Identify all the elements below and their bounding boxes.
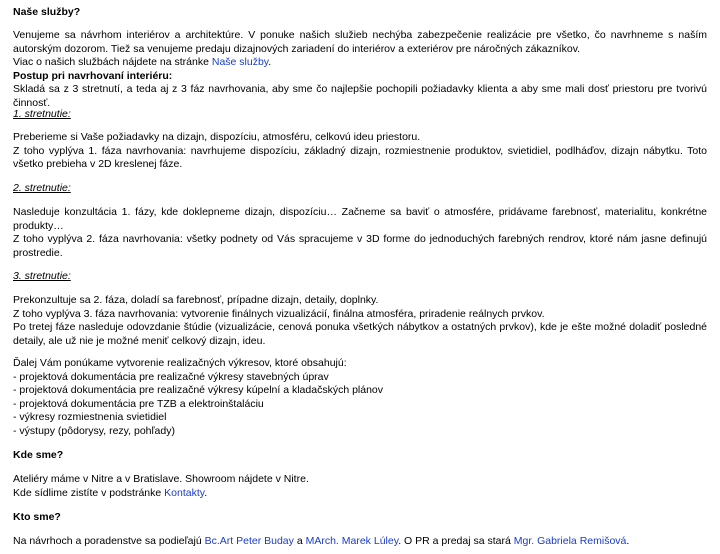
who-prefix: Na návrhoch a poradenstve sa podieľajú <box>13 535 205 547</box>
who-mid1: a <box>293 535 306 547</box>
services-intro-suffix: . <box>268 56 272 68</box>
meeting-1-text <box>13 131 707 172</box>
meeting-1-line1: Preberieme si Vaše požiadavky na dizajn, dispozíciu, atmosféru, celkovú ideu priestoru. <box>13 131 421 143</box>
contacts-link[interactable]: Kontakty <box>164 486 205 499</box>
meeting-2-line1: Nasleduje konzultácia 1. fázy, kde doklepneme dizajn, dispozíciu… Začneme sa baviť o atmosfére, pridávame farebnosť, materialitu, konkrétne produkty… <box>13 206 707 232</box>
who-suffix: . <box>626 535 630 547</box>
services-intro-text: Venujeme sa návrhom interiérov a architektúre. V ponuke našich služieb nechýba zabezpečenie realizácie pre všetko, čo navrhneme s naším autorským dozorom. Tiež sa venujeme predaju dizajnových zariadení do interiérov a exteriérov pre náročných zákazníkov. <box>13 29 707 55</box>
meeting-3-line3: Po tretej fáze nasleduje odovzdanie štúdie (vizualizácie, cenová ponuka všetkých nábytkov a ostatných prvkov), kde je ešte možné doladiť posledné detaily, ale už nie je možné meniť celkový dizajn, ideu. <box>13 321 707 347</box>
process-intro: Skladá sa z 3 stretnutí, a teda aj z 3 fáz navrhovania, aby sme čo najlepšie pochopili požiadavky klienta a aby sme mali dosť priestoru pre tvorivú činnosť. <box>13 83 707 109</box>
meeting-3-text <box>13 294 707 348</box>
services-link[interactable]: Naše služby <box>211 56 269 68</box>
person-link-luley[interactable]: MArch. Marek Lúley <box>305 535 399 547</box>
documentation-item: - projektová dokumentácia pre realizačné výkresy kúpelní a kladačských plánov <box>13 384 384 396</box>
process-heading: Postup pri navrhovaní interiéru: <box>13 69 173 82</box>
where-line2-suffix: . <box>204 486 208 499</box>
who-heading: Kto sme? <box>13 511 61 523</box>
documentation-item: - projektová dokumentácia pre realizačné výkresy stavebných úprav <box>13 370 329 383</box>
documentation-item: - projektová dokumentácia pre TZB a elektroinštaláciu <box>13 397 264 410</box>
meeting-3-line2: Z toho vyplýva 3. fáza navrhovania: vytvorenie finálnych vizualizácií, finálna atmosféra, priradenie reálnych prvkov. <box>13 307 545 320</box>
services-intro <box>13 29 707 110</box>
who-text <box>13 535 707 549</box>
who-mid2: . O PR a predaj sa stará <box>398 535 514 547</box>
person-link-remisova[interactable]: Mgr. Gabriela Remišová <box>513 535 627 547</box>
person-link-buday[interactable]: Bc.Art Peter Buday <box>204 535 294 547</box>
where-line2-prefix: Kde sídlime zistíte v podstránke <box>13 486 165 499</box>
meeting-3-title: 3. stretnutie: <box>13 270 71 282</box>
meeting-2-title: 2. stretnutie: <box>13 182 71 194</box>
where-heading: Kde sme? <box>13 449 64 461</box>
services-heading: Naše služby? <box>13 6 81 18</box>
where-text <box>13 473 707 500</box>
meeting-3-line1: Prekonzultuje sa 2. fáza, doladí sa farebnosť, prípadne dizajn, detaily, doplnky. <box>13 294 379 306</box>
documentation <box>13 357 707 438</box>
meeting-1-title: 1. stretnutie: <box>13 108 71 120</box>
meeting-2-text <box>13 206 707 260</box>
services-intro-link-line <box>13 56 707 70</box>
documentation-item: - výkresy rozmiestnenia svietidiel <box>13 411 167 423</box>
documentation-intro: Ďalej Vám ponúkame vytvorenie realizačných výkresov, ktoré obsahujú: <box>13 357 347 369</box>
meeting-1-line2: Z toho vyplýva 1. fáza navrhovania: navrhujeme dispozíciu, základný dizajn, rozmiestnenie produktov, svietidiel, podlháďov, dizajn nábytku. Toto všetko prebieha v 2D kreslenej fáze. <box>13 144 707 170</box>
services-intro-prefix: Viac o našich službách nájdete na stránke <box>13 56 212 68</box>
where-line2 <box>13 487 707 501</box>
documentation-item: - výstupy (pôdorysy, rezy, pohľady) <box>13 424 175 437</box>
where-line1: Ateliéry máme v Nitre a v Bratislave. Showroom nájdete v Nitre. <box>13 473 309 485</box>
meeting-2-line2: Z toho vyplýva 2. fáza navrhovania: všetky podnety od Vás spracujeme v 3D forme do jednoduchých farebných rendrov, ktoré nám jasne definujú prostredie. <box>13 233 707 259</box>
